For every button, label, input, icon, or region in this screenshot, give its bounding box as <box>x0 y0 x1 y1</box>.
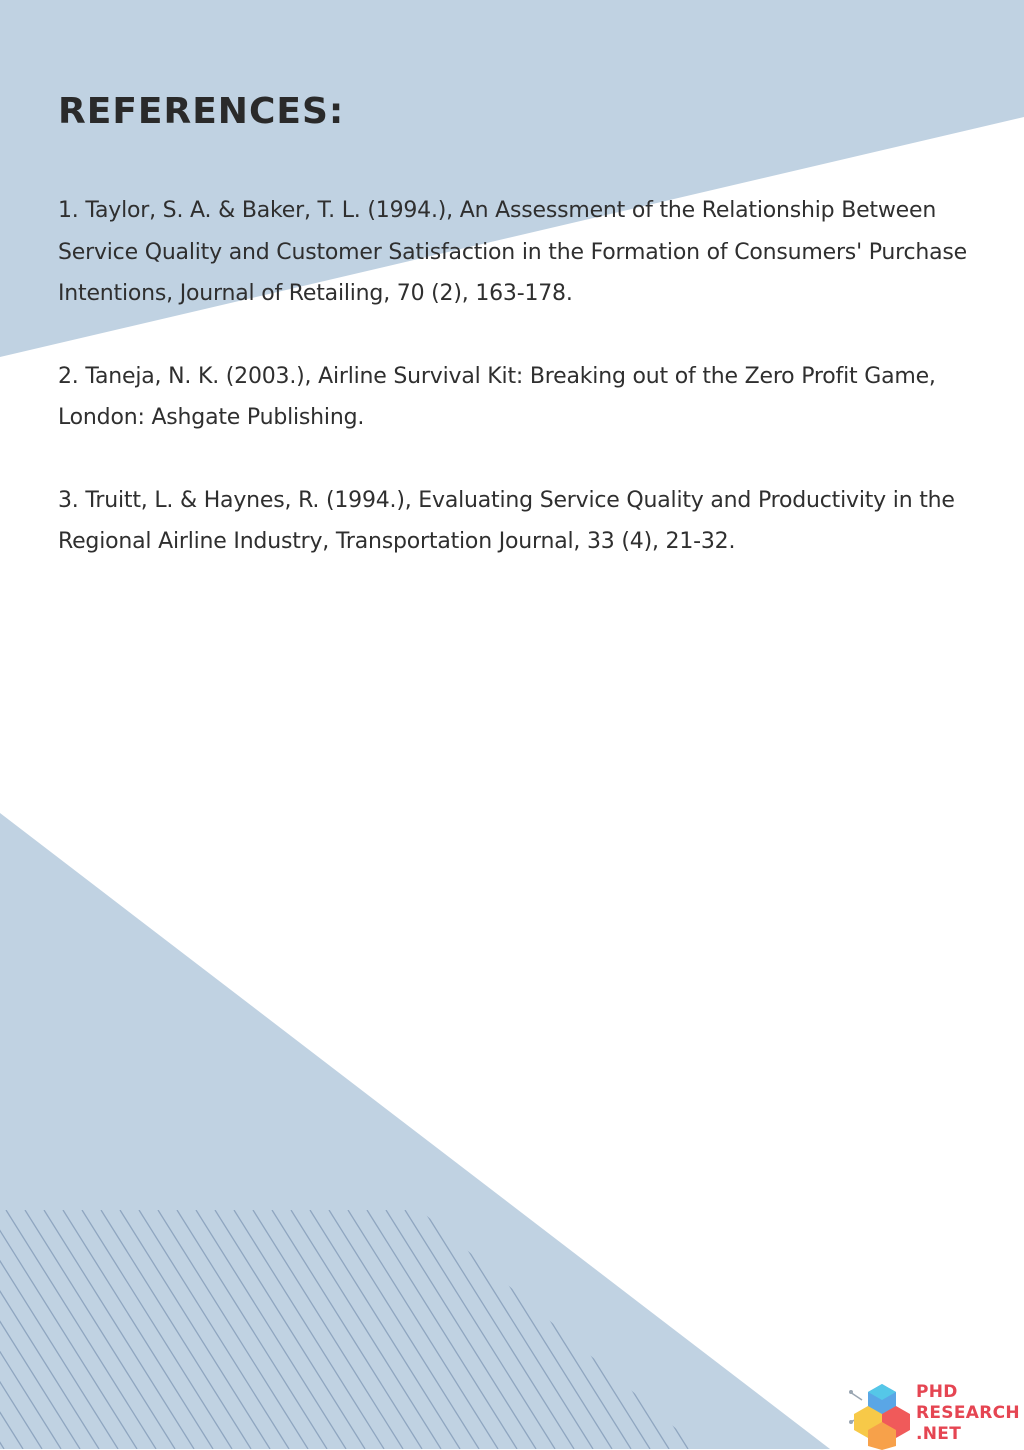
page-title: REFERENCES: <box>58 91 345 132</box>
references-list <box>58 190 978 563</box>
bottom-panel-shape <box>0 813 830 1449</box>
reference-item-3: 3. Truitt, L. & Haynes, R. (1994.), Evaluating Service Quality and Productivity in the Regional Airline Industry, Transportation Journal, 33 (4), 21-32. <box>58 487 955 554</box>
document-content <box>58 86 978 604</box>
logo-line-phd: PHD <box>916 1382 958 1402</box>
brand-logo[interactable] <box>848 1378 1024 1449</box>
reference-item-1: 1. Taylor, S. A. & Baker, T. L. (1994.), An Assessment of the Relationship Between Service Quality and Customer Satisfaction in the Formation of Consumers' Purchase Intentions, Journal of Retailing, 70 (2), 163-178. <box>58 198 968 306</box>
logo-line-net: .NET <box>916 1424 962 1444</box>
logo-wordmark <box>916 1382 1020 1445</box>
logo-line-research: RESEARCH <box>916 1403 1020 1423</box>
reference-item-2: 2. Taneja, N. K. (2003.), Airline Survival Kit: Breaking out of the Zero Profit Game, London: Ashgate Publishing. <box>58 363 936 430</box>
hexagon-cluster-icon <box>848 1382 914 1450</box>
